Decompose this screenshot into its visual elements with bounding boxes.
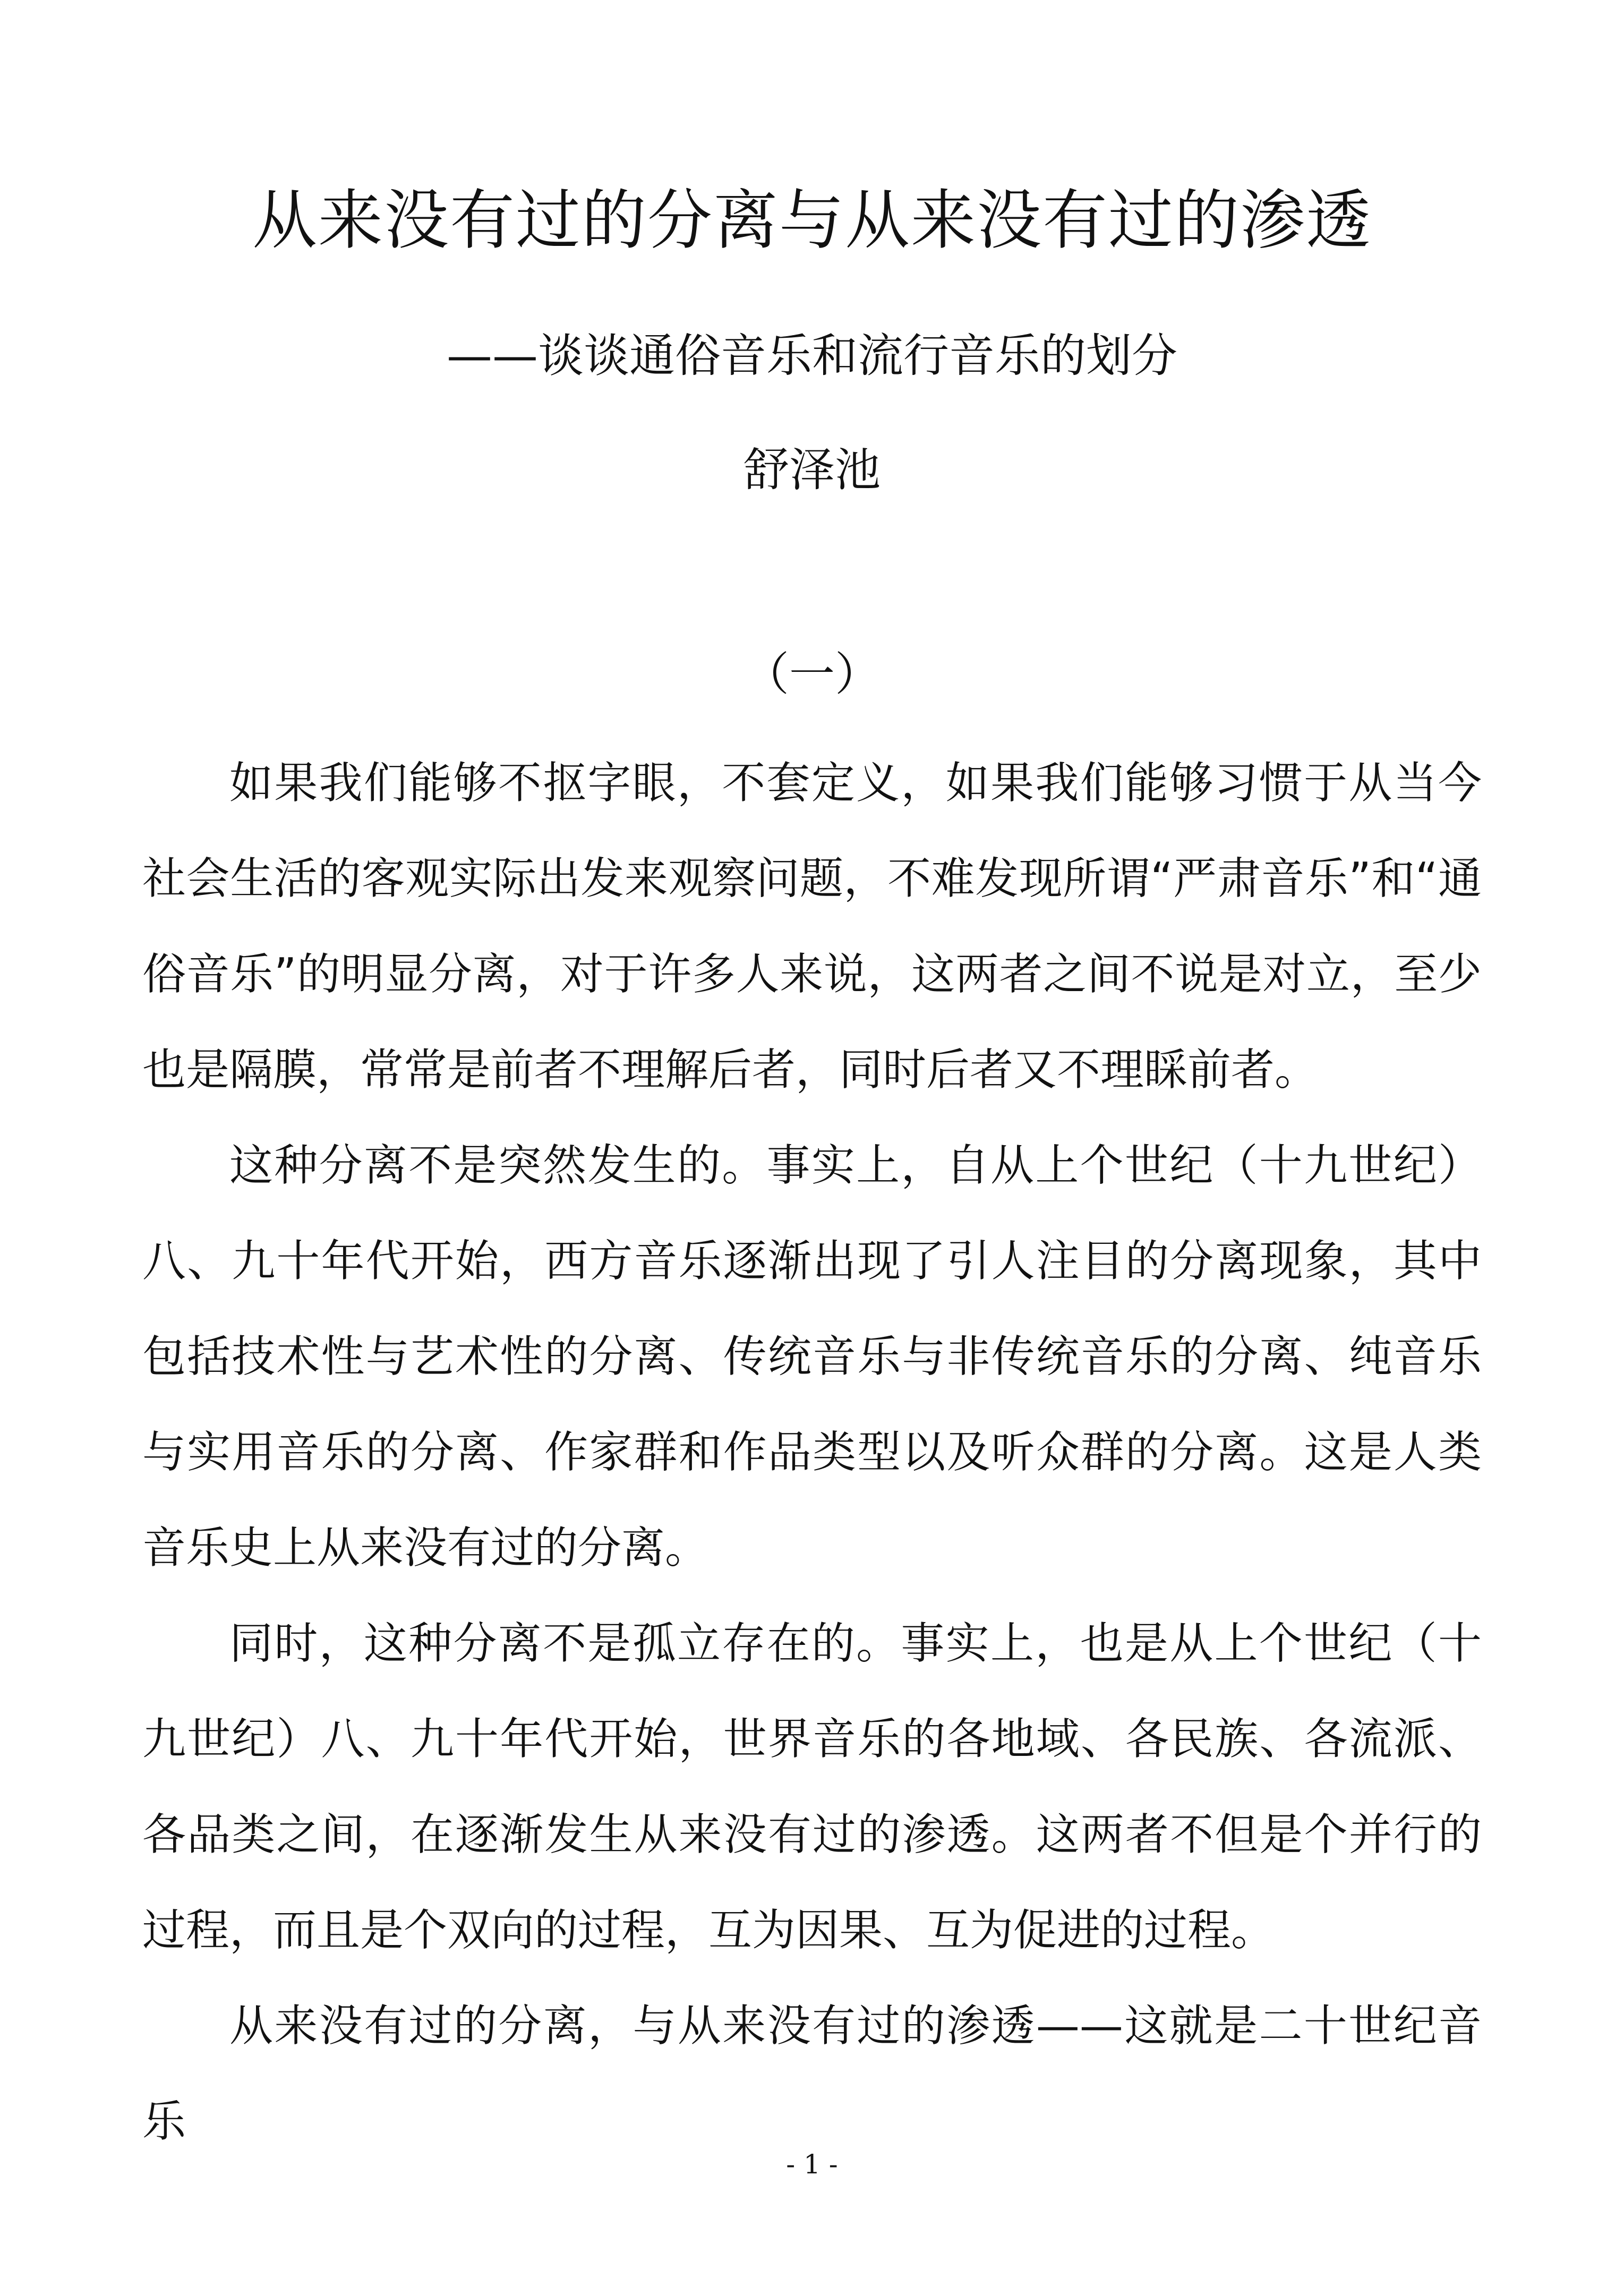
page-number: - 1 - [786,2149,838,2180]
document-title: 从来没有过的分离与从来没有过的渗透 [252,183,1372,258]
document-subtitle: ——谈谈通俗音乐和流行音乐的划分 [447,329,1177,382]
paragraph-4: 从来没有过的分离，与从来没有过的渗透——这就是二十世纪音乐 [142,2001,1482,2147]
paragraph-2: 这种分离不是突然发生的。事实上，自从上个世纪（十九世纪）八、九十年代开始，西方音乐逐渐出现了引人注目的分离现象，其中包括技术性与艺术性的分离、传统音乐与非传统音乐的分离、纯音乐与实用音乐的分离、作家群和作品类型以及听众群的分离。这是人类音乐史上从来没有过的分离。 [142,1140,1482,1573]
paragraph-1: 如果我们能够不抠字眼，不套定义，如果我们能够习惯于从当今社会生活的客观实际出发来观察问题，不难发现所谓“严肃音乐”和“通俗音乐”的明显分离，对于许多人来说，这两者之间不说是对立，至少也是隔膜，常常是前者不理解后者，同时后者又不理睬前者。 [142,758,1482,1095]
author-name: 舒泽池 [743,443,881,497]
paragraph-3: 同时，这种分离不是孤立存在的。事实上，也是从上个世纪（十九世纪）八、九十年代开始，世界音乐的各地域、各民族、各流派、各品类之间，在逐渐发生从来没有过的渗透。这两者不但是个并行的过程，而且是个双向的过程，互为因果、互为促进的过程。 [142,1618,1482,1956]
section-heading: （一） [743,648,881,701]
body-text [142,736,1482,2170]
